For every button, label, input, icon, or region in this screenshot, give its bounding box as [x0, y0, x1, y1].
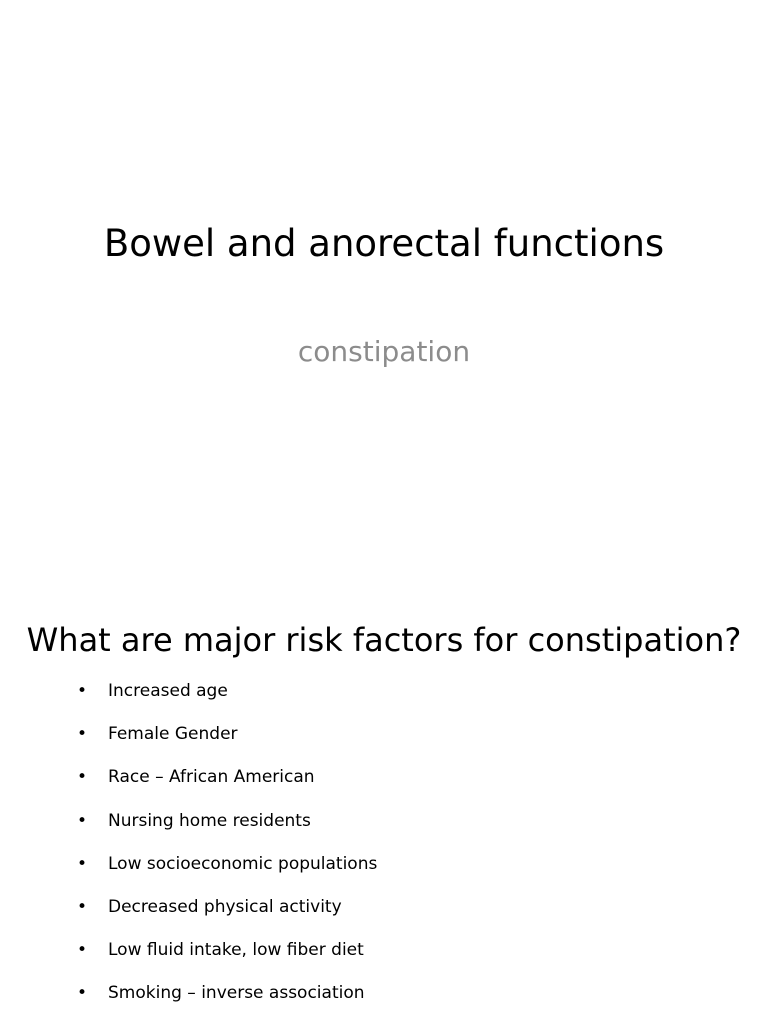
bullet-icon: •: [76, 810, 88, 831]
list-item-text: Increased age: [108, 681, 228, 701]
list-item: [0, 766, 768, 809]
list-item: [0, 896, 768, 939]
risk-factor-list: [0, 680, 768, 1024]
list-item: [0, 939, 768, 982]
bullet-icon: •: [76, 853, 88, 874]
bullet-icon: •: [76, 896, 88, 917]
list-item: [0, 982, 768, 1024]
slide-subtitle: constipation: [297, 335, 471, 368]
list-item-text: Female Gender: [108, 724, 238, 745]
bullet-icon: •: [76, 681, 88, 701]
bullet-icon: •: [76, 767, 88, 788]
list-item-text: Decreased physical activity: [108, 896, 342, 917]
list-item-text: Low fluid intake, low fiber diet: [108, 940, 364, 961]
slide-title: Bowel and anorectal functions: [103, 222, 665, 265]
bullet-icon: •: [76, 724, 88, 745]
list-item-text: Smoking – inverse association: [108, 983, 365, 1004]
list-item: [0, 680, 768, 723]
slide-heading: What are major risk factors for constipation?: [26, 621, 742, 659]
list-item: [0, 810, 768, 853]
bullet-icon: •: [76, 983, 88, 1004]
risk-factors-slide: [0, 576, 768, 1024]
list-item-text: Race – African American: [108, 767, 315, 788]
list-item-text: Nursing home residents: [108, 810, 311, 831]
bullet-icon: •: [76, 940, 88, 961]
list-item: [0, 853, 768, 896]
list-item: [0, 723, 768, 766]
list-item-text: Low socioeconomic populations: [108, 853, 378, 874]
